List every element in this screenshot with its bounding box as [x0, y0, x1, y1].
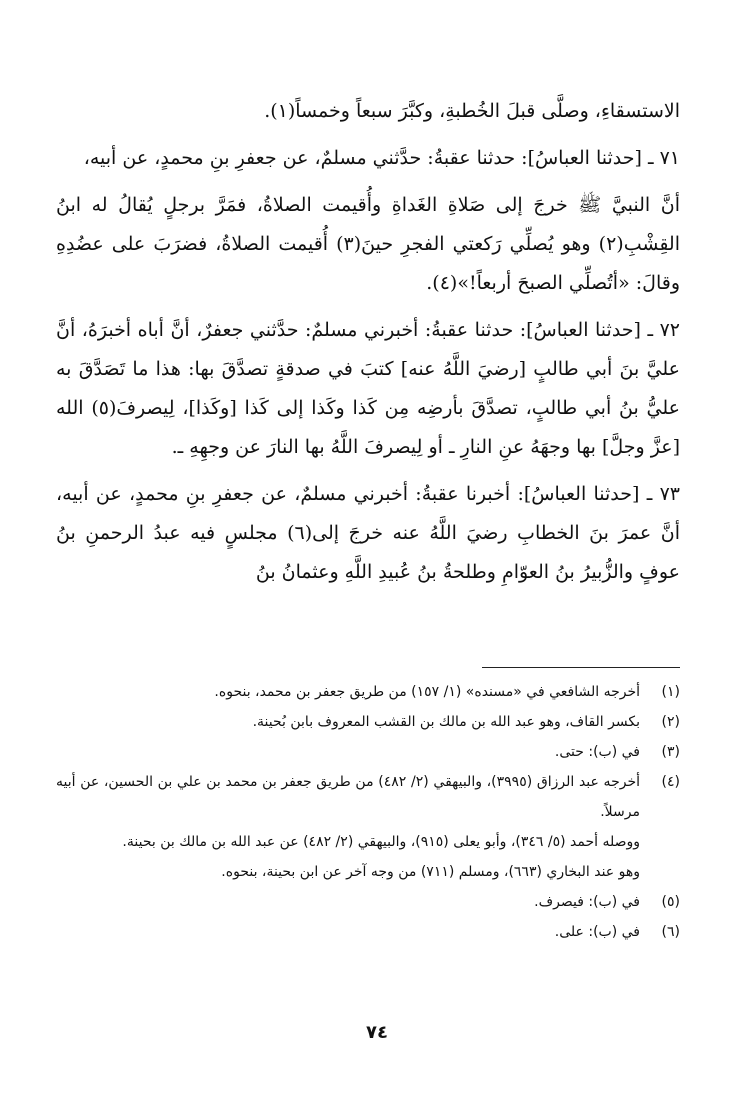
footnote-3 [56, 737, 680, 767]
footnote-number: (٤) [661, 774, 680, 790]
hadith-71-isnad: ٧١ ـ [حدثنا العباسُ]: حدثنا عقبةُ: حدَّثني مسلمٌ، عن جعفرِ بنِ محمدٍ، عن أبيه، [83, 147, 680, 169]
footnote-5 [56, 887, 680, 917]
footnote-text: أخرجه الشافعي في «مسنده» (١/ ١٥٧) من طريق جعفر بن محمد، بنحوه. [214, 684, 640, 700]
footnote-separator [482, 667, 680, 668]
footnote-number: (٢) [661, 714, 680, 730]
hadith-71-matn: أنَّ النبيَّ ﷺ خرجَ إلى صَلاةِ الغَداةِ وأُقيمت الصلاةُ، فمَرَّ برجلٍ يُقالُ له ابنُ القِشْبِ(٢) وهو يُصلِّي رَكعتي الفجرِ حينَ(٣) أُقيمت الصلاةُ، فضرَبَ على عضُدِهِ وقالَ: «أتُصلِّي الصبحَ أربعاً!»(٤). [56, 194, 680, 294]
footnote-2 [56, 707, 680, 737]
footnote-text: في (ب): حتى. [554, 744, 640, 760]
page-number: ٧٤ [366, 1022, 388, 1043]
footnote-text: في (ب): فيصرف. [534, 894, 640, 910]
hadith-73: ٧٣ ـ [حدثنا العباسُ]: أخبرنا عقبةُ: أخبرني مسلمٌ، عن جعفرِ بنِ محمدٍ، عن أبيه، أنَّ عمرَ بنَ الخطابِ رضيَ اللَّهُ عنه خرجَ إلى(٦) مجلسٍ فيه عبدُ الرحمنِ بنُ عوفٍ والزُّبيرُ بنُ العوّامِ وطلحةُ بنُ عُبيدِ اللَّهِ وعثمانُ بنُ [56, 483, 680, 583]
footnote-1 [56, 677, 680, 707]
footnote-6 [56, 917, 680, 947]
footnote-text: بكسر القاف، وهو عبد الله بن مالك بن القشب المعروف بابن بُحينة. [252, 714, 640, 730]
footnote-4 [56, 767, 680, 827]
footnote-number: (١) [661, 684, 680, 700]
paragraph-continuation: الاستسقاءِ، وصلَّى قبلَ الخُطبةِ، وكبَّرَ سبعاً وخمساً(١). [264, 100, 680, 122]
footnote-text: في (ب): على. [554, 924, 640, 940]
main-text [56, 92, 680, 592]
footnote-text: أخرجه عبد الرزاق (٣٩٩٥)، والبيهقي (٢/ ٤٨٢) من طريق جعفر بن محمد بن علي بن الحسين، عن أبيه مرسلاً. [56, 774, 640, 820]
footnote-4-continuation: وهو عند البخاري (٦٦٣)، ومسلم (٧١١) من وجه آخر عن ابن بحينة، بنحوه. [221, 864, 640, 880]
footnote-number: (٥) [661, 894, 680, 910]
footnote-number: (٦) [661, 924, 680, 940]
footnote-number: (٣) [661, 744, 680, 760]
footnotes [56, 677, 680, 947]
footnote-4-continuation: ووصله أحمد (٥/ ٣٤٦)، وأبو يعلى (٩١٥)، والبيهقي (٢/ ٤٨٢) عن عبد الله بن مالك بن بحينة. [122, 834, 640, 850]
hadith-72: ٧٢ ـ [حدثنا العباسُ]: حدثنا عقبةُ: أخبرني مسلمٌ: حدَّثني جعفرٌ، أنَّ أباه أخبرَهُ، أنَّ عليَّ بنَ أبي طالبٍ [رضيَ اللَّهُ عنه] كتبَ في صدقةٍ تصدَّقَ بها: هذا ما تَصَدَّقَ به عليُّ بنُ أبي طالبٍ، تصدَّقَ بأرضِه مِن كَذا وكَذا إلى كَذا [وكَذا]، لِيصرفَ(٥) الله [عزَّ وجلَّ] بها وجهَهُ عنِ النارِ ـ أو لِيصرفَ اللَّهُ بها النارَ عن وجهِهِ ـ. [56, 319, 680, 458]
